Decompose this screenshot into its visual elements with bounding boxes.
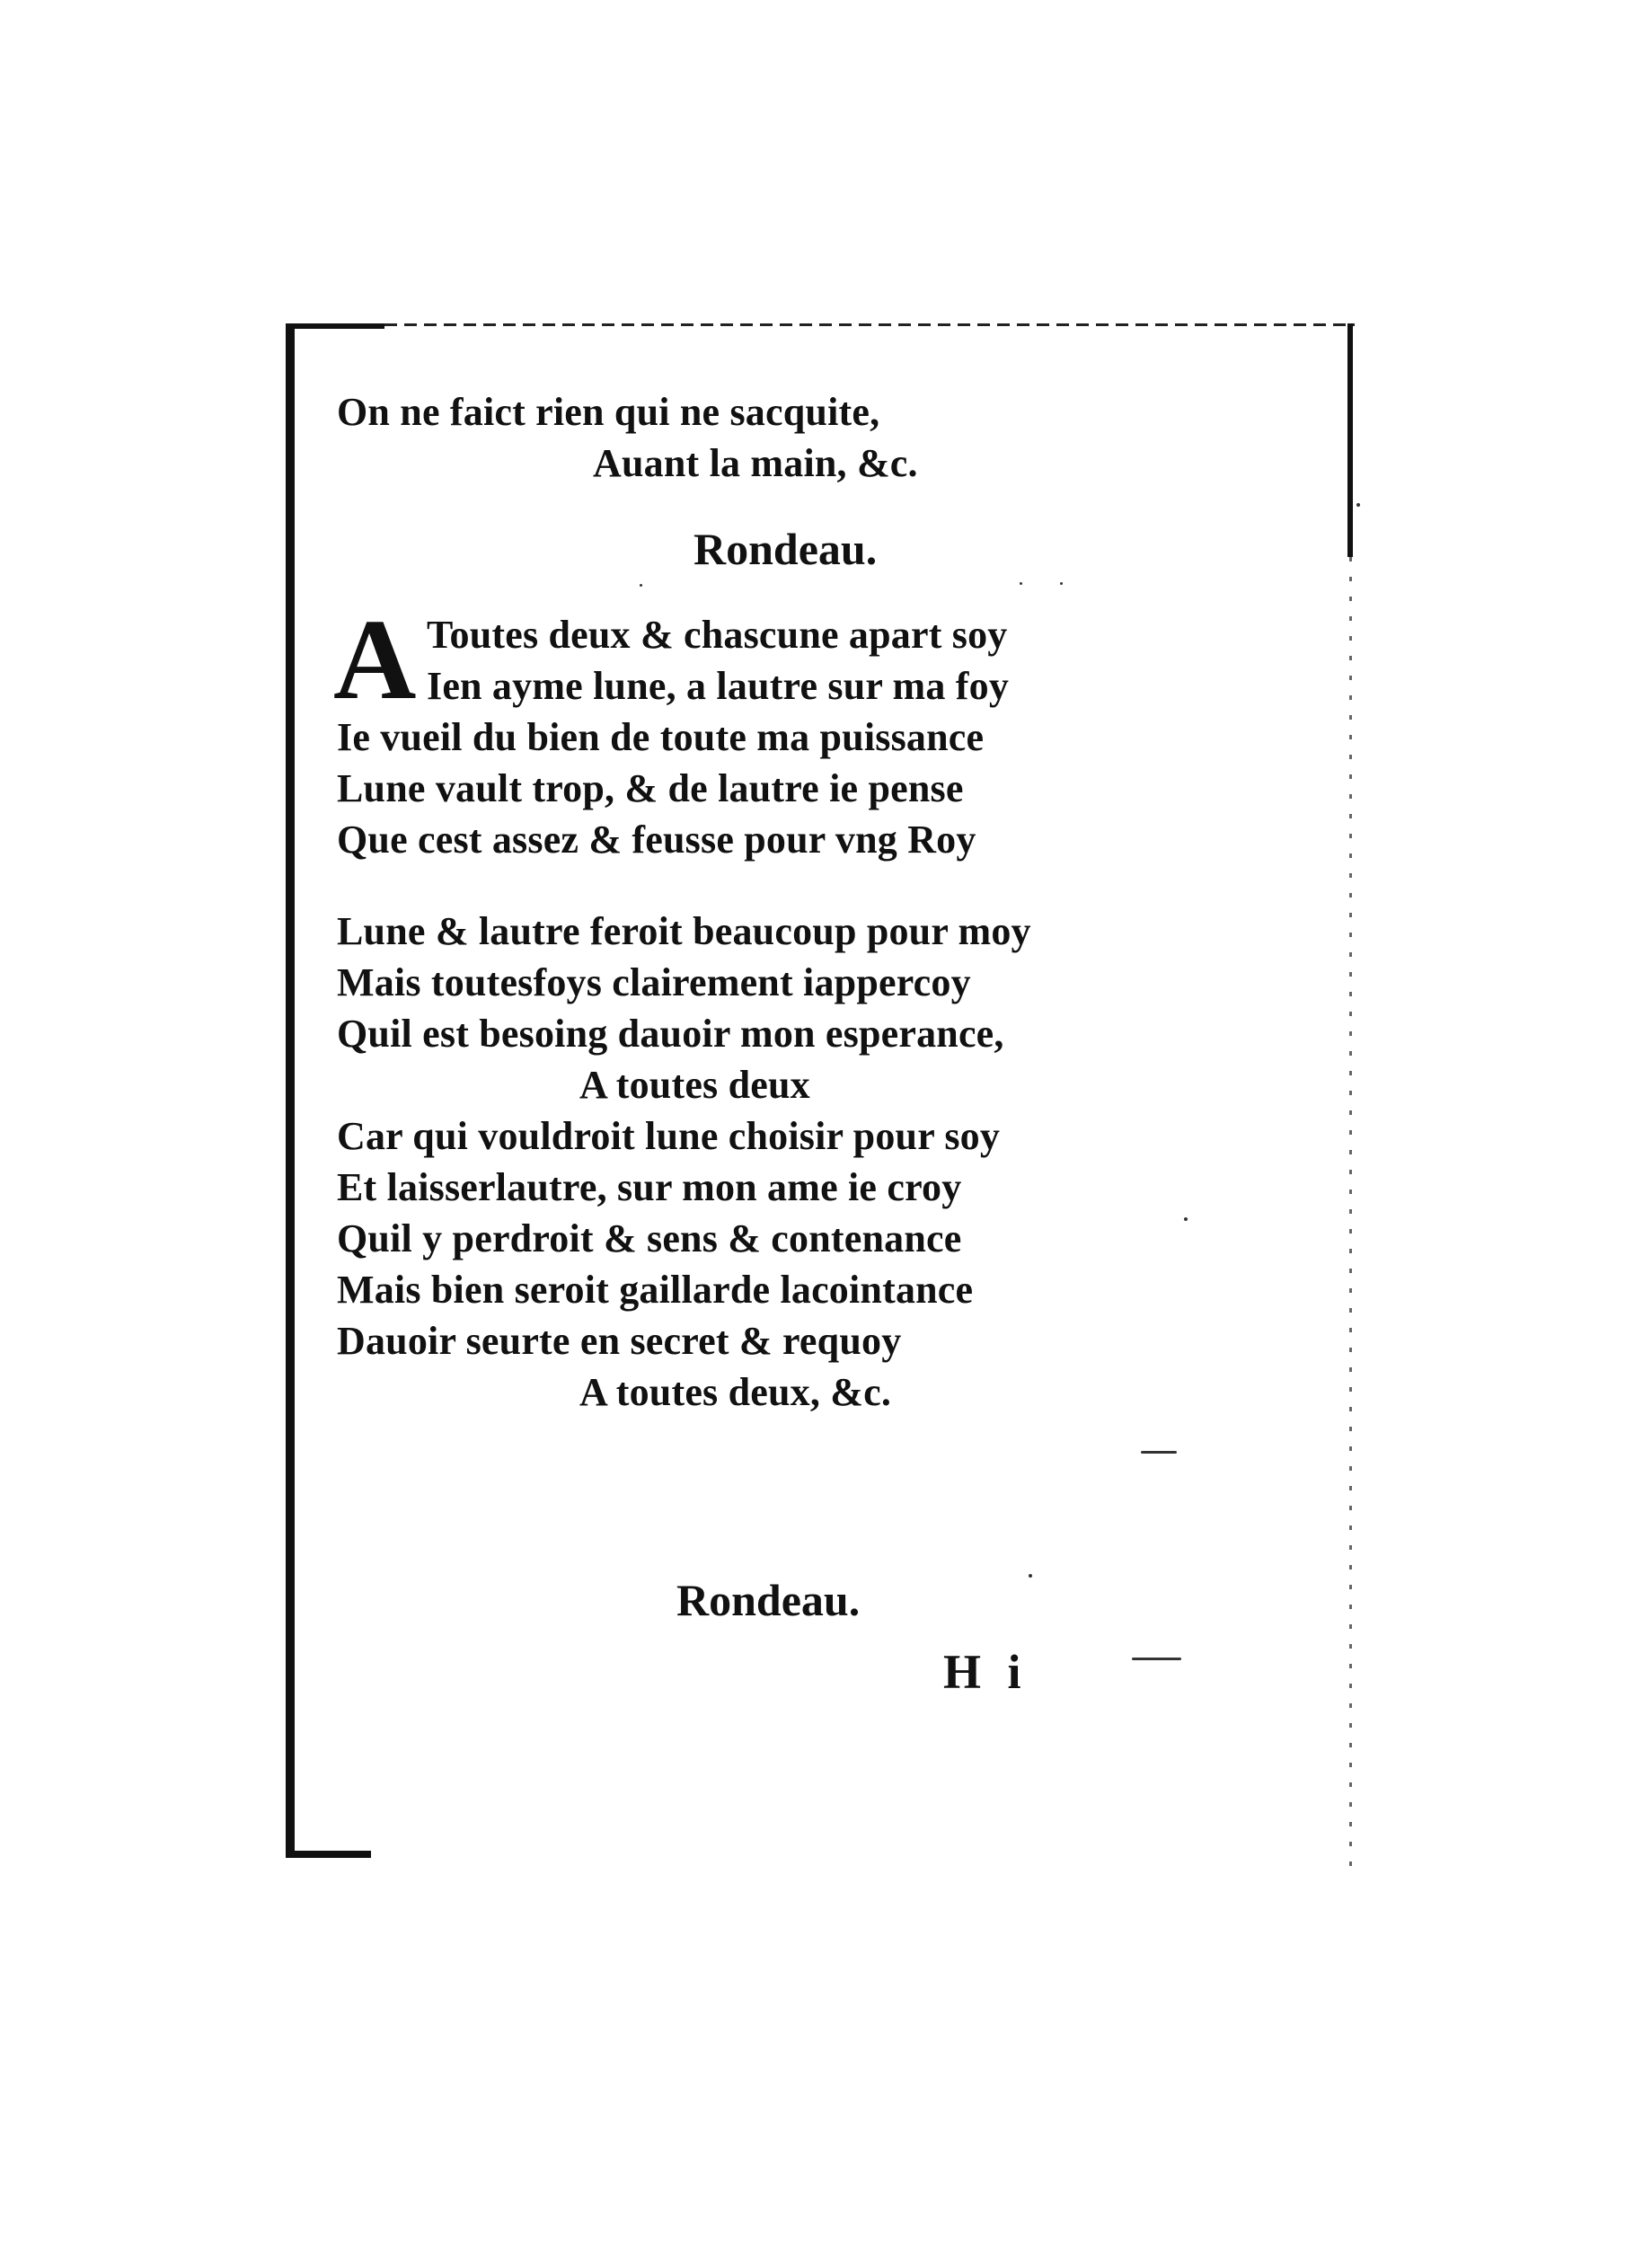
page-footer xyxy=(337,1574,1235,1699)
verse-line: Lune & lautre feroit beaucoup pour moy xyxy=(337,909,1031,953)
verse-line: Mais toutesfoys clairement iappercoy xyxy=(337,960,971,1004)
verse-line: Mais bien seroit gaillarde lacointance xyxy=(337,1268,974,1312)
spacer xyxy=(337,580,1235,609)
ink-speck xyxy=(1141,1451,1177,1454)
verse-line: Ien ayme lune, a lautre sur ma foy xyxy=(427,664,1010,708)
stanza-2 xyxy=(337,906,1235,1110)
drop-cap: A xyxy=(333,596,417,723)
ink-speck xyxy=(1060,582,1063,585)
text-line: Auant la main, &c. xyxy=(593,441,918,485)
verse-line: Car qui vouldroit lune choisir pour soy xyxy=(337,1114,1001,1158)
frame-right-rule xyxy=(1347,323,1353,557)
ink-speck xyxy=(1020,582,1022,585)
verse-line: Toutes deux & chascune apart soy xyxy=(427,613,1008,657)
stanza-1 xyxy=(333,596,1235,865)
refrain-line: A toutes deux xyxy=(579,1063,810,1107)
frame-left-rule xyxy=(286,323,295,1851)
stanza-3 xyxy=(337,1110,1235,1418)
spacer xyxy=(337,489,1235,517)
verse-line: Lune vault trop, & de lautre ie pense xyxy=(337,766,964,810)
verse-line: Quil est besoing dauoir mon esperance, xyxy=(337,1012,1004,1056)
ink-speck xyxy=(1356,503,1360,507)
ink-speck xyxy=(1184,1217,1188,1221)
refrain-line: A toutes deux, &c. xyxy=(579,1370,892,1414)
page-text xyxy=(333,386,1235,1418)
verse-line: Dauoir seurte en secret & requoy xyxy=(337,1319,902,1363)
frame-top-rule xyxy=(286,323,1355,326)
section-heading: Rondeau. xyxy=(676,1575,861,1625)
ink-speck xyxy=(640,584,642,587)
verse-line: Que cest assez & feusse pour vng Roy xyxy=(337,818,976,862)
verse-line: Quil y perdroit & sens & contenance xyxy=(337,1216,962,1260)
spacer xyxy=(337,865,1235,906)
verse-line: Ie vueil du bien de toute ma puissance xyxy=(337,715,985,759)
frame-right-dotted-rule xyxy=(1349,557,1352,1869)
frame-top-left-rule xyxy=(286,323,384,329)
signature-mark: H i xyxy=(943,1645,1029,1699)
verse-line: Et laisserlautre, sur mon ame ie croy xyxy=(337,1165,962,1209)
ink-speck xyxy=(1132,1658,1181,1660)
dropcap-lines xyxy=(337,609,1235,712)
section-heading: Rondeau. xyxy=(693,524,878,574)
text-line: On ne faict rien qui ne sacquite, xyxy=(337,390,880,434)
ink-speck xyxy=(1029,1574,1032,1578)
frame-bottom-foot xyxy=(286,1851,371,1858)
